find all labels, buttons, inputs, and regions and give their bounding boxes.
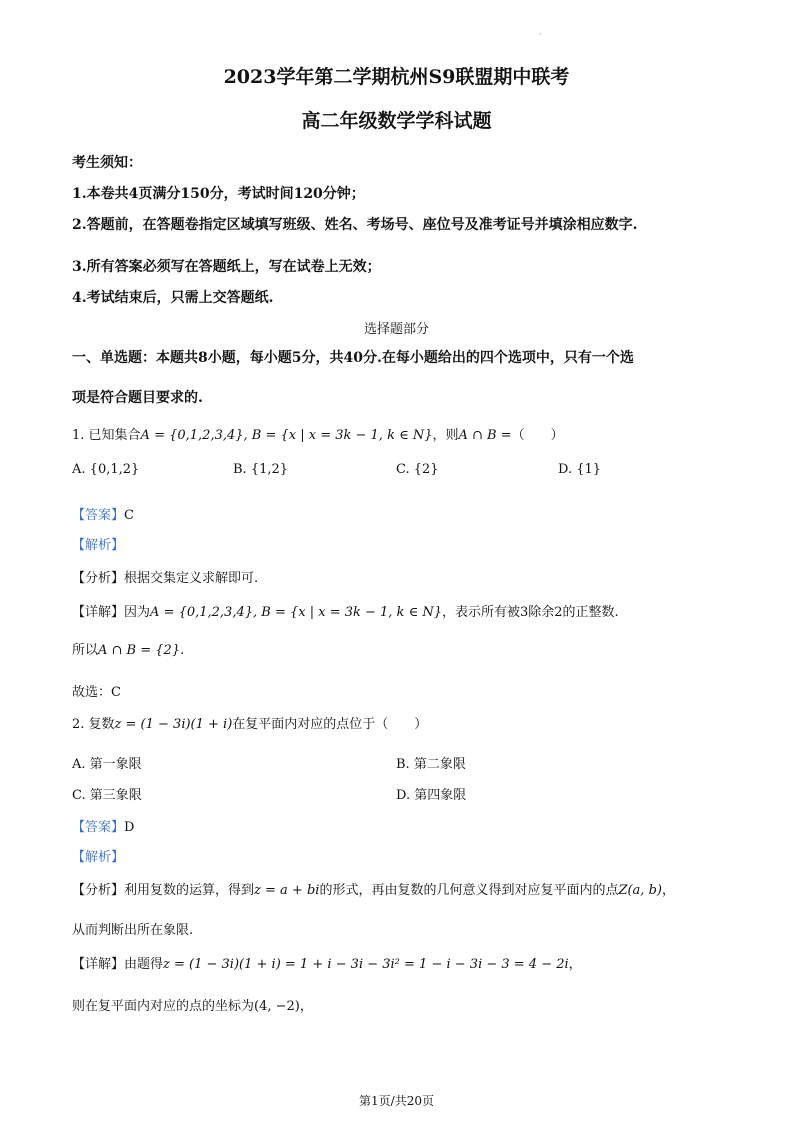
q2-fenxi-math2: Z(a, b) [618,883,662,898]
q1-option-d: D. {1} [558,462,602,477]
q2-fenxi: 【分析】利用复数的运算，得到z = a + bi的形式，再由复数的几何意义得到对应复平面内的点Z(a, b)， [72,883,675,898]
q1-option-a: A. {0,1,2} [72,462,140,477]
corner-mark: · [539,30,542,39]
q1-fenxi: 【分析】根据交集定义求解即可. [72,571,259,586]
page-title: 2023学年第二学期杭州S9联盟期中联考 [223,66,570,88]
q1-option-b: B. {1,2} [233,462,289,477]
q2-stem: 2. 复数z = (1 − 3i)(1 + i)在复平面内对应的点位于（ ） [72,717,428,732]
section-intro-line2: 项是符合题目要求的. [72,390,203,406]
page-footer: 第1页/共20页 [359,1094,434,1108]
q1-option-b-value: {1,2} [250,462,289,477]
q1-option-a-value: {0,1,2} [89,462,140,477]
q1-detail-math: A = {0,1,2,3,4}, B = {x | x = 3k − 1, k ∈ N} [150,605,442,620]
notice-item-2: 2.答题前，在答题卷指定区域填写班级、姓名、考场号、座位号及准考证号并填涂相应数字. [72,217,638,233]
section-title: 选择题部分 [363,322,429,337]
q2-fenxi-line2: 从而判断出所在象限. [72,923,194,938]
q2-detail: 【详解】由题得z = (1 − 3i)(1 + i) = 1 + i − 3i − 3i² = 1 − i − 3i − 3 = 4 − 2i， [72,957,582,972]
q2-fenxi-math1: z = a + bi [254,883,320,898]
q1-prefix: 1. 已知集合 [72,428,141,443]
q1-expr-math: A ∩ B = [458,428,512,443]
q2-option-b: B. 第二象限 [396,757,466,772]
q2-coord-math: (4, −2) [254,999,300,1014]
q1-detail: 【详解】因为A = {0,1,2,3,4}, B = {x | x = 3k − 1, k ∈ N}，表示所有被3除余2的正整数. [72,605,619,620]
q2-answer: 【答案】D [72,820,135,835]
q1-so-math: A ∩ B = {2} [98,643,181,658]
notice-heading: 考生须知： [72,155,142,171]
q2-coord: 则在复平面内对应的点的坐标为(4, −2)， [72,999,313,1014]
q1-final: 故选：C [72,685,121,700]
q1-then: ，则 [432,428,459,443]
notice-item-3: 3.所有答案必须写在答题纸上，写在试卷上无效； [72,259,381,275]
q1-stem [72,424,564,443]
q1-sets-math: A = {0,1,2,3,4}, B = {x | x = 3k − 1, k ∈ N} [140,428,433,443]
q2-option-c: C. 第三象限 [72,788,142,803]
notice-item-4: 4.考试结束后，只需上交答题纸. [72,290,274,306]
q2-analysis-tag: 【解析】 [72,850,125,865]
q1-paren: （ ） [511,428,564,443]
q1-option-c-value: {2} [413,462,439,477]
q1-analysis-tag: 【解析】 [72,538,125,553]
q2-detail-math: z = (1 − 3i)(1 + i) = 1 + i − 3i − 3i² = 1 − i − 3i − 3 = 4 − 2i [163,957,569,972]
q1-answer: 【答案】C [72,508,134,523]
page-subtitle: 高二年级数学学科试题 [301,110,492,132]
q2-math: z = (1 − 3i)(1 + i) [114,717,233,732]
q1-so: 所以A ∩ B = {2}. [72,643,185,658]
q1-option-d-value: {1} [576,462,602,477]
q2-option-d: D. 第四象限 [396,788,467,803]
q1-option-c: C. {2} [396,462,439,477]
q2-option-a: A. 第一象限 [72,757,142,772]
notice-item-1: 1.本卷共4页满分150分，考试时间120分钟； [72,186,365,202]
q1-answer-tag: 【答案】 [72,508,125,523]
section-intro-line1: 一、单选题：本题共8小题，每小题5分，共40分.在每小题给出的四个选项中，只有一个选 [72,350,634,366]
q2-answer-tag: 【答案】 [72,820,125,835]
